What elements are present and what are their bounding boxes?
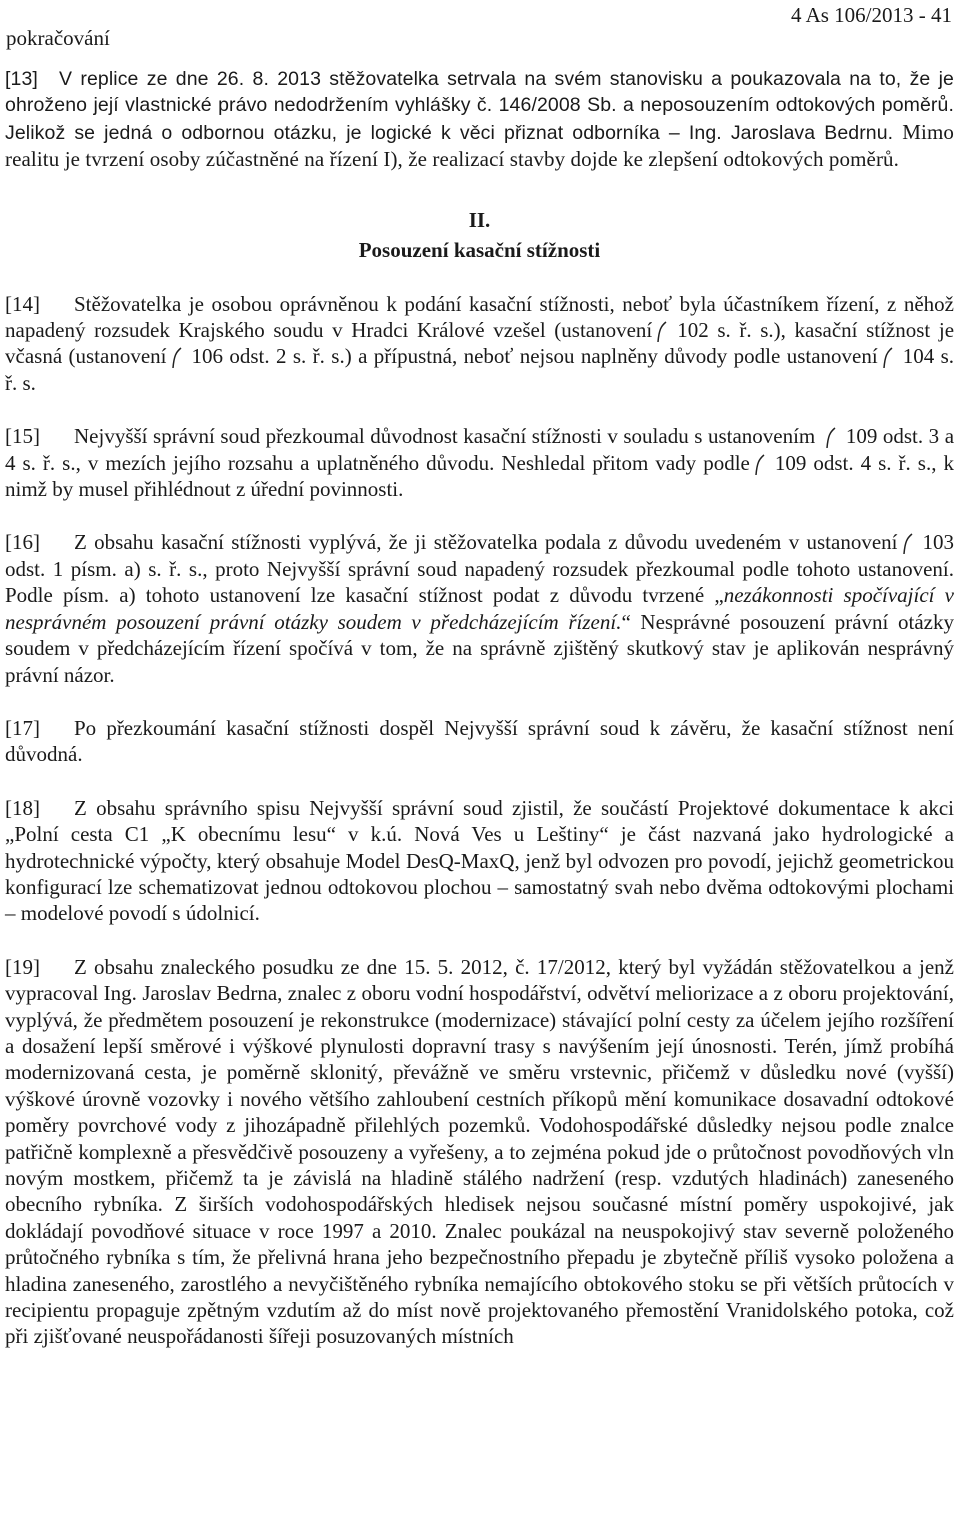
paragraph-text: “ Nesprávné posouzení právní otázky soudem v předcházejícím řízení spočívá v tom, že na správně zjištěný skutkový stav je aplikován nesprávný právní názor. — [5, 609, 954, 687]
section-sign-icon — [901, 533, 915, 555]
paragraph-text: Nejvyšší správní soud přezkoumal důvodnost kasační stížnosti v souladu s ustanovením — [74, 424, 816, 449]
section-sign-icon — [824, 427, 838, 449]
paragraph-number: [13] — [5, 68, 38, 90]
paragraph-13 — [5, 66, 954, 174]
paragraph-15 — [5, 423, 954, 502]
paragraph-text: 106 odst. 2 s. ř. s.) a přípustná, neboť nejsou naplněny důvody podle ustanovení — [191, 344, 878, 369]
paragraph-number: [14] — [5, 291, 40, 316]
document-body — [5, 66, 954, 1350]
paragraph-text: 104 s. ř. s. — [5, 344, 954, 395]
section-title: Posouzení kasační stížnosti — [358, 237, 601, 262]
quoted-legal-text: nezákonnosti spočívající v nesprávném posouzení právní otázky soudem v předcházejícím řízení. — [5, 583, 955, 634]
section-sign-icon — [881, 347, 895, 369]
paragraph-text: 103 odst. 1 písm. a) s. ř. s., proto Nejvyšší správní soud napadený rozsudek přezkoumal podle tohoto ustanovení. Podle písm. a) tohoto ustanovení lze kasační stížnost podat z důvodu tvrzené „ — [5, 530, 954, 608]
paragraph-text: Z obsahu správního spisu Nejvyšší správní soud zjistil, že součástí Projektové dokumentace k akci „Polní cesta C1 „K obecnímu lesu“ v k.ú. Nová Ves u Leštiny“ je část nazvaná jako hydrologické a hydrotechnické výpočty, který obsahuje Model DesQ-MaxQ, jenž byl odvozen pro povodí, jejichž geometrickou konfigurací lze schematizovat jednou odtokovou plochou – samostatný svah nebo dvěma odtokovými plochami – modelové povodí s údolnicí. — [5, 795, 954, 926]
section-sign-icon — [753, 454, 767, 476]
paragraph-number: [19] — [5, 954, 40, 979]
paragraph-number: [17] — [5, 715, 40, 740]
section-number: II. — [468, 207, 491, 232]
paragraph-17 — [5, 715, 954, 768]
paragraph-number: [16] — [5, 530, 40, 555]
paragraph-text: 109 odst. 4 s. ř. s., k nimž by musel přihlédnout z úřední povinnosti. — [5, 450, 954, 502]
paragraph-14 — [5, 291, 954, 397]
section-sign-icon — [170, 347, 184, 369]
paragraph-text: Stěžovatelka je osobou oprávněnou k podání kasační stížnosti, neboť byla účastníkem řízení, z něhož napadený rozsudek Krajského soudu v Hradci Králové vzešel (ustanovení — [5, 291, 954, 343]
paragraph-number: [18] — [5, 795, 40, 820]
paragraph-text: V replice ze dne 26. 8. 2013 stěžovatelka setrvala na svém stanovisku a poukazovala na to, že je ohroženo její vlastnické právo nedodržením vyhlášky č. 146/2008 Sb. a neposouzením odtokových poměrů. Jelikož se jedná o odbornou otázku, je logické k věci přiznat odborníka – Ing. Jaroslava Bedrnu. — [5, 68, 954, 144]
section-sign-icon — [655, 321, 669, 343]
paragraph-text-cont: Mimo realitu je tvrzení osoby zúčastněné na řízení I), že realizací stavby dojde ke zlepšení odtokových poměrů. — [5, 119, 954, 172]
paragraph-text: Po přezkoumání kasační stížnosti dospěl Nejvyšší správní soud k závěru, že kasační stížnost není důvodná. — [5, 715, 954, 767]
paragraph-text: 109 odst. 3 a 4 s. ř. s., v mezích jejího rozsahu a uplatněného důvodu. Neshledal přitom vady podle — [5, 424, 955, 475]
paragraph-18 — [5, 795, 954, 927]
paragraph-19 — [5, 954, 954, 1350]
case-number: 4 As 106/2013 - 41 — [790, 3, 952, 27]
paragraph-text: Z obsahu kasační stížnosti vyplývá, že ji stěžovatelka podala z důvodu uvedeném v ustanovení — [74, 530, 898, 555]
paragraph-text: 102 s. ř. s.), kasační stížnost je včasná (ustanovení — [5, 318, 955, 369]
paragraph-number: [15] — [5, 424, 40, 449]
paragraph-16 — [5, 529, 954, 687]
continuation-label: pokračování — [6, 26, 110, 50]
paragraph-text: Z obsahu znaleckého posudku ze dne 15. 5. 2012, č. 17/2012, který byl vyžádán stěžovatelkou a jenž vypracoval Ing. Jaroslav Bedrna, znalec z oboru vodní hospodářství, odvětví meliorizace a z oboru projektování, vyplývá, že předmětem posouzení je rekonstrukce (modernizace) stávající polní cesty za účelem jejího rozšíření a dosažení lepší směrové i výškové plynulosti dopravní trasy s navýšením její únosnosti. Terén, jímž probíhá modernizovaná cesta, je poměrně sklonitý, převážně ve směru vrstevnic, přičemž v důsledku nové (vyšší) výškové úrovně vozovky i nového většího zahloubení cestních příkopů mění komunikace dosavadní odtokové poměry povrchové vody z jihozápadně přilehlých pozemků. Vodohospodářské důsledky nejsou podle znalce patřičně komplexně a přesvědčivě posouzeny a vyřešeny, a to zejména pokud jde o průtočnost povodňových vln novým mostkem, přičemž ta je závislá na hladině stálého nadržení (resp. vzdutých hladinách) zaneseného obecního rybníka. Z širších vodohospodářských hledisek nejsou současné místní poměry uspokojivé, jak dokládají povodňové situace v roce 1997 a 2010. Znalec poukázal na neuspokojivý stav severně položeného průtočného rybníka s tím, že přelivná hrana jeho bezpečnostního přepadu je zbytečně příliš vysoko položena a hladina zaneseného, zarostlého a nevyčištěného rybníka nemajícího obtokového stoku se při větších průtocích v recipientu propaguje zpětným vzdutím až do míst nově projektovaného přemostění Vranidolského potoka, což při zjišťované neuspořádanosti šířeji posuzovaných místních — [5, 954, 954, 1349]
